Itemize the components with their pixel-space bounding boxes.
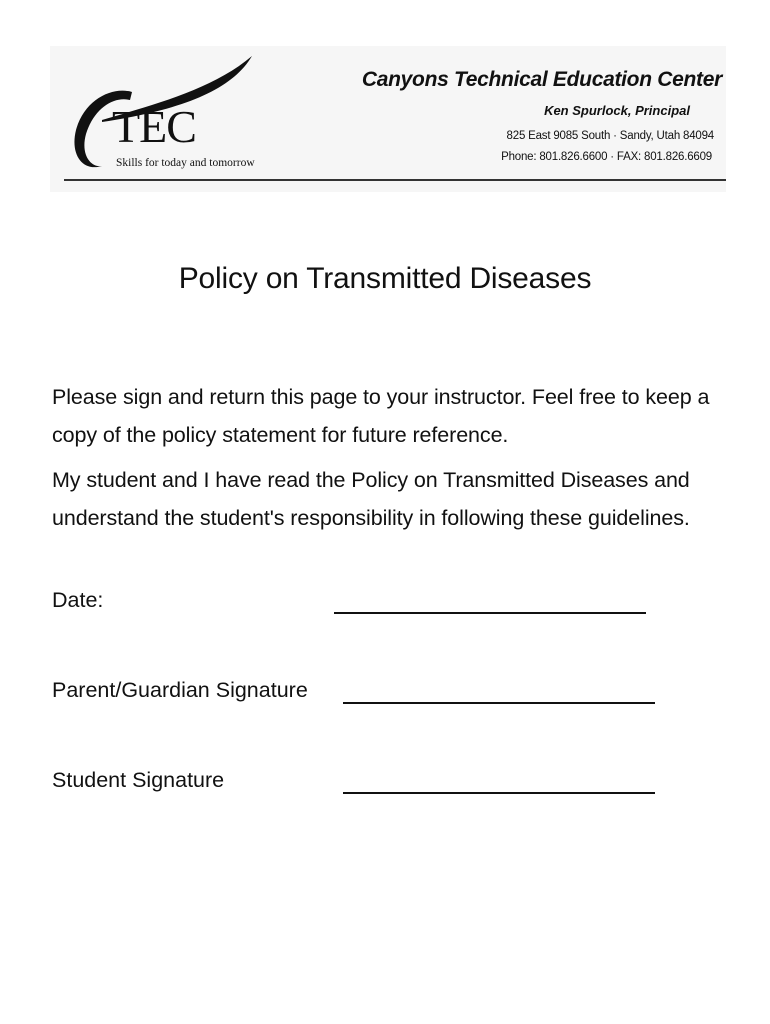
letterhead [50, 46, 726, 192]
logo-tagline: Skills for today and tomorrow [116, 157, 255, 169]
logo-text: TEC [112, 101, 196, 152]
student-signature-label: Student Signature [52, 768, 225, 792]
acknowledgement-paragraph: My student and I have read the Policy on Transmitted Diseases and understand the student's responsibility in following these guidelines. [52, 468, 690, 530]
document-title: Policy on Transmitted Diseases [178, 262, 592, 295]
date-label: Date: [52, 588, 104, 612]
address-line: 825 East 9085 South · Sandy, Utah 84094 [506, 130, 714, 142]
phone-fax-line: Phone: 801.826.6600 · FAX: 801.826.6609 [501, 151, 712, 163]
organization-name: Canyons Technical Education Center [361, 68, 722, 91]
principal-name: Ken Spurlock, Principal [544, 103, 690, 118]
parent-signature-line[interactable] [343, 702, 655, 704]
letterhead-divider [64, 179, 726, 181]
date-signature-line[interactable] [334, 612, 646, 614]
student-signature-line[interactable] [343, 792, 655, 794]
parent-signature-label: Parent/Guardian Signature [52, 678, 308, 702]
instruction-paragraph: Please sign and return this page to your instructor. Feel free to keep a copy of the policy statement for future reference. [52, 385, 710, 447]
